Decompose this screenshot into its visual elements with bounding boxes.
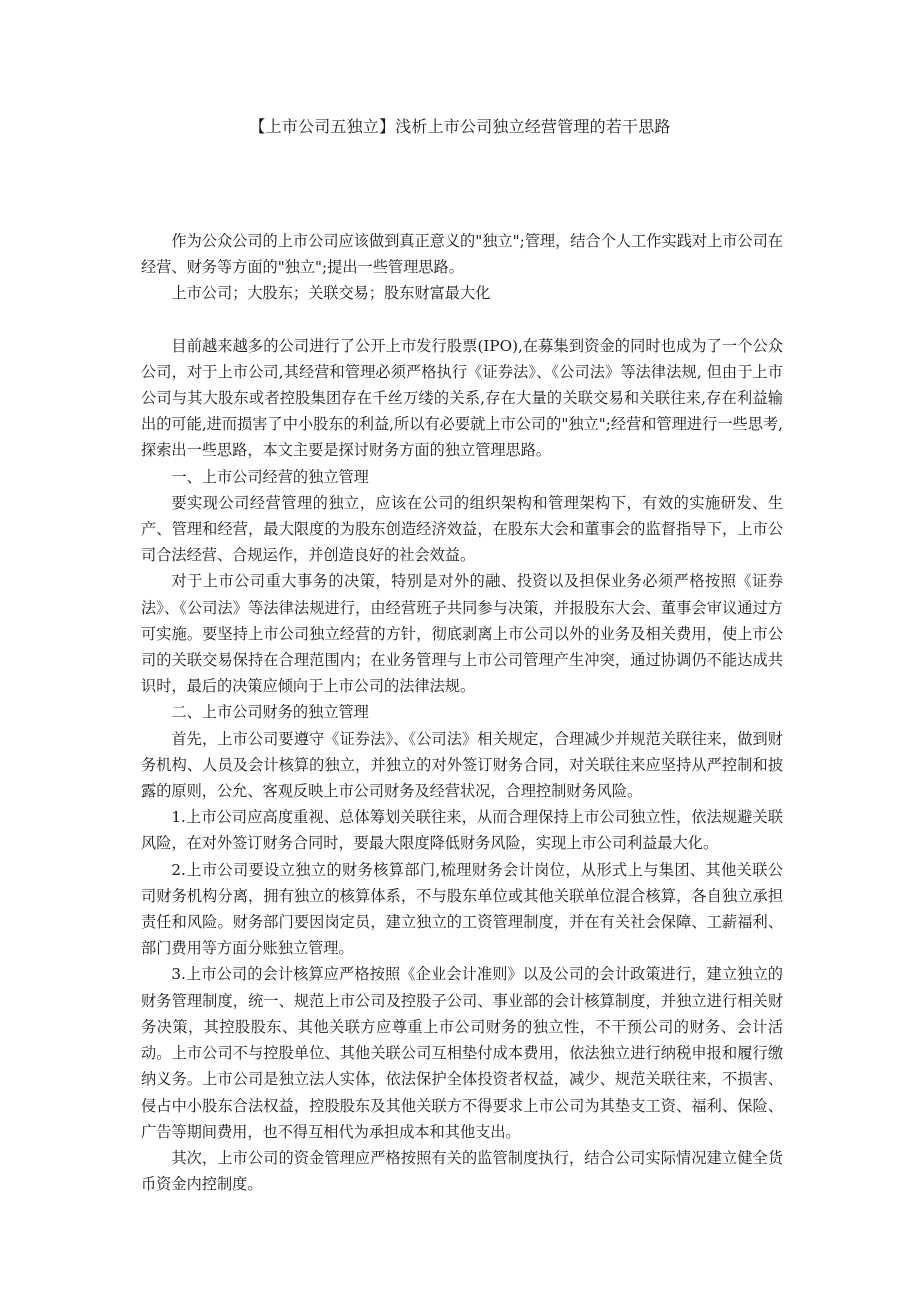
body-paragraph: 首先，上市公司要遵守《证券法》、《公司法》相关规定，合理减少并规范关联往来，做到财务机构、人员及会计核算的独立，并独立的对外签订财务合同，对关联往来应坚持从严控制和披露的原则，公允、客观反映上市公司财务及经营状况，合理控制财务风险。: [141, 729, 783, 801]
intro-paragraph: 目前越来越多的公司进行了公开上市发行股票(IPO),在募集到资金的同时也成为了一个公众公司，对于上市公司,其经营和管理必须严格执行《证券法》、《公司法》等法律法规, 但由于上市公司与其大股东或者控股集团存在千丝万缕的关系,存在大量的关联交易和关联往来,存在利益输出的可能,进而损害了中小股东的利益,所以有必要就上市公司的"独立";经营和管理进行一些思考,探索出一些思路，本文主要是探讨财务方面的独立管理思路。: [141, 336, 783, 460]
document-title: 【上市公司五独立】浅析上市公司独立经营管理的若干思路: [249, 117, 671, 136]
numbered-paragraph-1: 1.上市公司应高度重视、总体筹划关联往来，从而合理保持上市公司独立性，依法规避关联风险，在对外签订财务合同时，要最大限度降低财务风险，实现上市公司利益最大化。: [141, 808, 783, 853]
numbered-paragraph-3: 3.上市公司的会计核算应严格按照《企业会计准则》以及公司的会计政策进行，建立独立的财务管理制度，统一、规范上市公司及控股子公司、事业部的会计核算制度，并独立进行相关财务决策，其控股股东、其他关联方应尊重上市公司财务的独立性，不干预公司的财务、会计活动。上市公司不与控股单位、其他关联公司互相垫付成本费用，依法独立进行纳税申报和履行缴纳义务。上市公司是独立法人实体，依法保护全体投资者权益，减少、规范关联往来，不损害、侵占中小股东合法权益，控股股东及其他关联方不得要求上市公司为其垫支工资、福利、保险、广告等期间费用，也不得互相代为承担成本和其他支出。: [141, 965, 783, 1141]
section-heading-2: 二、上市公司财务的独立管理: [171, 703, 369, 722]
abstract-paragraph: 作为公众公司的上市公司应该做到真正意义的"独立";管理，结合个人工作实践对上市公司在经营、财务等方面的"独立";提出一些管理思路。: [141, 232, 783, 277]
numbered-paragraph-2: 2.上市公司要设立独立的财务核算部门,梳理财务会计岗位，从形式上与集团、其他关联公司财务机构分离，拥有独立的核算体系，不与股东单位或其他关联单位混合核算，各自独立承担责任和风险。财务部门要因岗定员，建立独立的工资管理制度，并在有关社会保障、工薪福利、部门费用等方面分账独立管理。: [141, 860, 783, 958]
body-paragraph: 对于上市公司重大事务的决策，特别是对外的融、投资以及担保业务必须严格按照《证券法》、《公司法》等法律法规进行，由经营班子共同参与决策，并报股东大会、董事会审议通过方可实施。要坚持上市公司独立经营的方针，彻底剥离上市公司以外的业务及相关费用，使上市公司的关联交易保持在合理范围内；在业务管理与上市公司管理产生冲突，通过协调仍不能达成共识时，最后的决策应倾向于上市公司的法律法规。: [141, 572, 783, 696]
body-paragraph: 要实现公司经营管理的独立，应该在公司的组织架构和管理架构下，有效的实施研发、生产、管理和经营，最大限度的为股东创造经济效益，在股东大会和董事会的监督指导下，上市公司合法经营、合规运作，并创造良好的社会效益。: [141, 493, 783, 565]
body-paragraph: 其次，上市公司的资金管理应严格按照有关的监管制度执行，结合公司实际情况建立健全货币资金内控制度。: [141, 1148, 783, 1194]
section-heading-1: 一、上市公司经营的独立管理: [171, 467, 369, 486]
keywords-paragraph: 上市公司；大股东；关联交易；股东财富最大化: [171, 284, 491, 303]
document-body: [141, 228, 783, 1197]
